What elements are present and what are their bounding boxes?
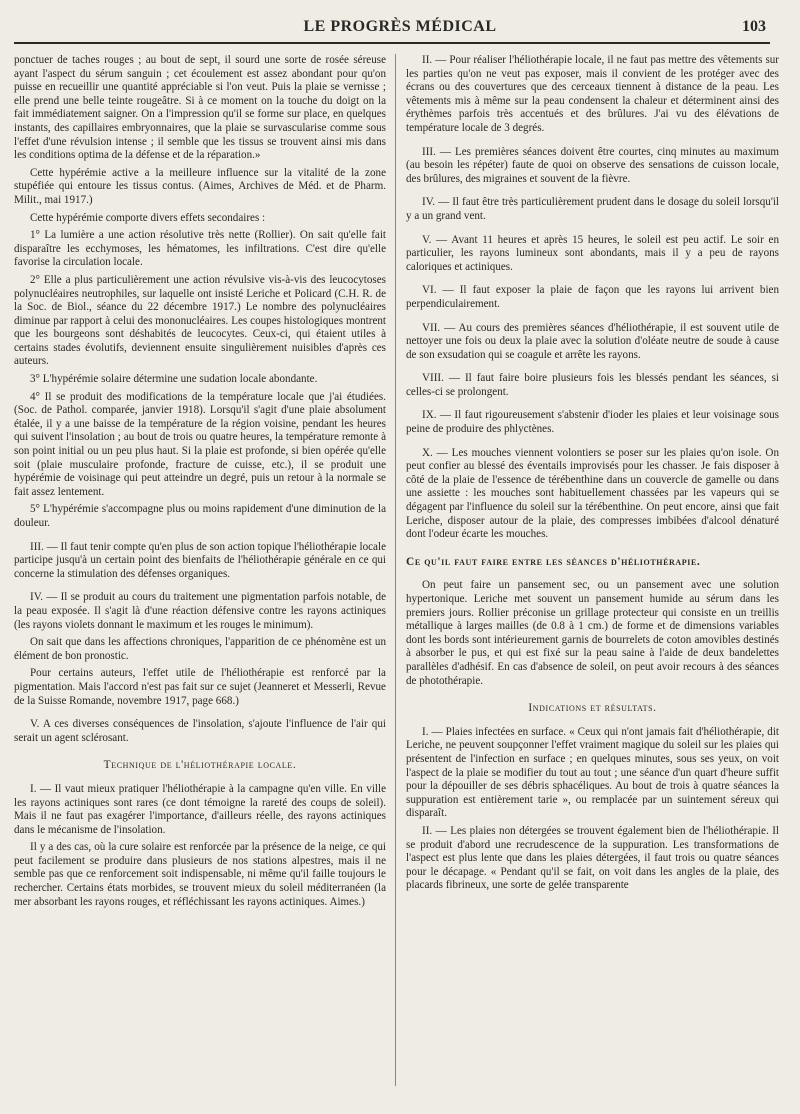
- paragraph: Cette hypérémie comporte divers effets secondaires :: [30, 211, 266, 224]
- paragraph: I. — Il vaut mieux pratiquer l'héliothérapie à la campagne qu'en ville. En ville les rayons actiniques sont rares (ce dont témoigne la rareté des coups de soleil). Mais il ne faut pas exagérer l'importance, d'ailleurs réelle, des rayons actiniques dans le mécanisme de l'insolation.: [14, 782, 386, 836]
- paragraph: III. — Il faut tenir compte qu'en plus de son action topique l'héliothérapie locale participe jusqu'à un certain point des bienfaits de l'héliothérapie générale en ce qui concerne la stimulation des défenses organiques.: [14, 540, 386, 580]
- paragraph: Cette hypérémie active a la meilleure influence sur la vitalité de la zone stupéfiée qui entoure les tissus contus. (Aimes, Archives de Méd. et de Pharm. Milit., mai 1917.): [14, 166, 386, 206]
- paragraph: IX. — Il faut rigoureusement s'abstenir d'ioder les plaies et leur voisinage sous peine de produire des phlyctènes.: [406, 409, 779, 436]
- column-divider: [395, 54, 396, 1086]
- paragraph: IV. — Il se produit au cours du traitement une pigmentation parfois notable, de la peau exposée. Il s'agit là d'une réaction défensive contre les rayons actiniques (les rayons violets donnant le maximum et les rouges le minimum).: [14, 591, 386, 631]
- paragraph: 1° La lumière a une action résolutive très nette (Rollier). On sait qu'elle fait disparaître les ecchymoses, les hématomes, les infiltrations. C'est dire qu'elle favorise la circulation locale.: [14, 229, 386, 269]
- paragraph: VI. — Il faut exposer la plaie de façon que les rayons lui arrivent bien perpendiculairement.: [406, 284, 779, 310]
- paragraph: 5° L'hypérémie s'accompagne plus ou moins rapidement d'une diminution de la douleur.: [14, 503, 386, 529]
- left-column: [14, 54, 386, 1086]
- paragraph: IV. — Il faut être très particulièrement prudent dans le dosage du soleil lorsqu'il y a un grand vent.: [406, 196, 779, 222]
- paragraph: V. A ces diverses conséquences de l'insolation, s'ajoute l'influence de l'air qui serait un agent sclérosant.: [14, 718, 386, 744]
- section-heading: Technique de l'héliothérapie locale.: [103, 759, 297, 772]
- paragraph: VIII. — Il faut faire boire plusieurs fois les blessés pendant les séances, si celles-ci se prolongent.: [406, 372, 779, 398]
- paragraph: 3° L'hypérémie solaire détermine une sudation locale abondante.: [30, 373, 318, 386]
- page-number: 103: [742, 18, 766, 35]
- header-rule: [14, 42, 770, 44]
- paragraph: 2° Elle a plus particulièrement une action révulsive vis-à-vis des leucocytoses polynucléaires neutrophiles, sur laquelle ont insisté Leriche et Policard (C.H. R. de la Soc. de Biol., séance du 22 décembre 1917.) Le nombre des polynucléaires diminue par rapport à celui des mononucléaires. Les coupes histologiques montrent que les bourgeons sont déshabités de leucocytes. Ceux-ci, qui étaient utiles à certains stades évolutifs, deviennent ensuite singulièrement nuisibles d'après ces auteurs.: [14, 273, 386, 368]
- paragraph: Il y a des cas, où la cure solaire est renforcée par la présence de la neige, ce qui peut facilement se produire dans plusieurs de nos stations alpestres, mais il ne semble pas que ce renforcement soit indispensable, ni même qu'il faille toujours le rechercher. Certains états morbides, se trouvent mieux du soleil méditerranéen (la mer absorbant les rayons rouges, et réfléchissant les rayons actiniques. Aimes.): [14, 841, 386, 908]
- paragraph: Pour certains auteurs, l'effet utile de l'héliothérapie est renforcé par la pigmentation. Mais l'accord n'est pas fait sur ce sujet (Jeanneret et Messerli, Revue de la Suisse Romande, novembre 1917, page 668.): [14, 667, 386, 707]
- paragraph: V. — Avant 11 heures et après 15 heures, le soleil est peu actif. Le soir en particulier, les rayons lumineux sont abondants, mais il y a peu de rayons caloriques et actiniques.: [406, 233, 779, 273]
- paragraph: On peut faire un pansement sec, ou un pansement avec une solution hypertonique. Leriche met souvent un pansement humide au sérum dans les premiers jours. Rollier préconise un grillage protecteur qui consiste en un treillis métallique à larges mailles (de 0.8 à 1 cm.) de forme et de dimensions variables dont les bords sont intérieurement garnis de bourrelets de coton amovibles destinés à absorber le pus, et qui est fixé sur la peau saine à l'aide de deux bandelettes parallèles d'adhésif. En cas d'absence de soleil, on peut avoir recours à des séances de photothérapie.: [406, 579, 779, 687]
- right-column: [406, 54, 779, 1086]
- section-heading: Indications et résultats.: [528, 702, 657, 715]
- paragraph: I. — Plaies infectées en surface. « Ceux qui n'ont jamais fait d'héliothérapie, dit Leriche, ne peuvent soupçonner l'effet vraiment magique du soleil sur les plaies qui présentent de l'infection en surface ; en quelques minutes, sous ses yeux, on voit l'aspect de la plaie se modifier du tout au tout ; une séance d'un quart d'heure suffit pour la dépouiller de ses débris sphacéliques. Au bout de trois à quatre séances la suppuration est entièrement tarie », ou remplacée par un suintement séreux qui disparaît.: [406, 725, 779, 820]
- paragraph: III. — Les premières séances doivent être courtes, cinq minutes au maximum (au besoin les répéter) faute de quoi on observe des sensations de cuisson locale, des brûlures, des migraines et souvent de la fièvre.: [406, 145, 779, 185]
- section-heading: Ce qu'il faut faire entre les séances d'héliothérapie.: [406, 555, 701, 568]
- paragraph: ponctuer de taches rouges ; au bout de sept, il sourd une sorte de rosée séreuse ayant l'aspect du sérum sanguin ; cet écoulement est assez abondant pour qu'on puisse en recueillir une quantité appréciable si l'on veut. Puis la plaie se vernisse ; elle prend une belle teinte rougeâtre. Si à ce moment on la touche du doigt on la fait immédiatement saigner. On a l'impression qu'il se forme sur place, en quelques instants, des capillaires embryonnaires, que la plaie se survascularise comme sous l'effet d'une révulsion intense ; il semble que les tissus se trouvent ainsi mis dans les conditions optima de la défense et de la réparation.»: [14, 54, 386, 162]
- paragraph: 4° Il se produit des modifications de la température locale que j'ai étudiées. (Soc. de Pathol. comparée, janvier 1918). Lorsqu'il s'agit d'une plaie absolument étalée, il y a une baisse de la température de la région voisine, pendant les heures qui suivent l'insolation ; au bout de trois ou quatre heures, la température remonte à son point initial ou un peu plus haut. Si la plaie est profonde, si bien opérée qu'elle soit (plaie musculaire profonde, fracture de cuisse, etc.), il se produit une hypérémie de voisinage qui peut atteindre un degré, puis un retour à la normale se fait assez lentement.: [14, 390, 386, 498]
- paragraph: On sait que dans les affections chroniques, l'apparition de ce phénomène est un élément de bon pronostic.: [14, 636, 386, 662]
- paragraph: II. — Pour réaliser l'héliothérapie locale, il ne faut pas mettre des vêtements sur les parties qu'on ne veut pas exposer, mais il convient de les protéger avec des écrans ou des couvertures que des cerceaux tiennent à distance de la peau. Les vêtements mis à même sur la peau condensent la chaleur et déterminent ainsi des érythèmes parfois très accentués et des brûlures. J'ai vu des élévations de température locale de 3 degrés.: [406, 54, 779, 134]
- paragraph: II. — Les plaies non détergées se trouvent également bien de l'héliothérapie. Il se produit d'abord une recrudescence de la suppuration. Les transformations de l'aspect est plus lente que dans les plaies détergées, il faut trois ou quatre séances pour le décapage. « Pendant qu'il se fait, on voit dans les angles de la plaie, des placards fibrineux, une sorte de gelée transparente: [406, 824, 779, 892]
- paragraph: X. — Les mouches viennent volontiers se poser sur les plaies qu'on isole. On peut confier au blessé des éventails improvisés pour les chasser. Je fais disposer à côté de la plaie de l'essence de térébenthine dans un couvercle de gamelle ou dans une assiette : les mouches sont habituellement chassées par les vapeurs qui se dégagent par l'influence du soleil sur la térébenthine. On peut encore, ainsi que fait Leriche, disposer autour de la plaie, des compresses imbibées d'alcool dénaturé dont l'odeur écarte les mouches.: [406, 446, 779, 541]
- running-head: LE PROGRÈS MÉDICAL: [303, 18, 497, 35]
- paragraph: VII. — Au cours des premières séances d'héliothérapie, il est souvent utile de nettoyer une fois ou deux la plaie avec la solution d'oléate neutre de soude à cause de son exsudation qui se coagule et arrête les rayons.: [406, 321, 779, 361]
